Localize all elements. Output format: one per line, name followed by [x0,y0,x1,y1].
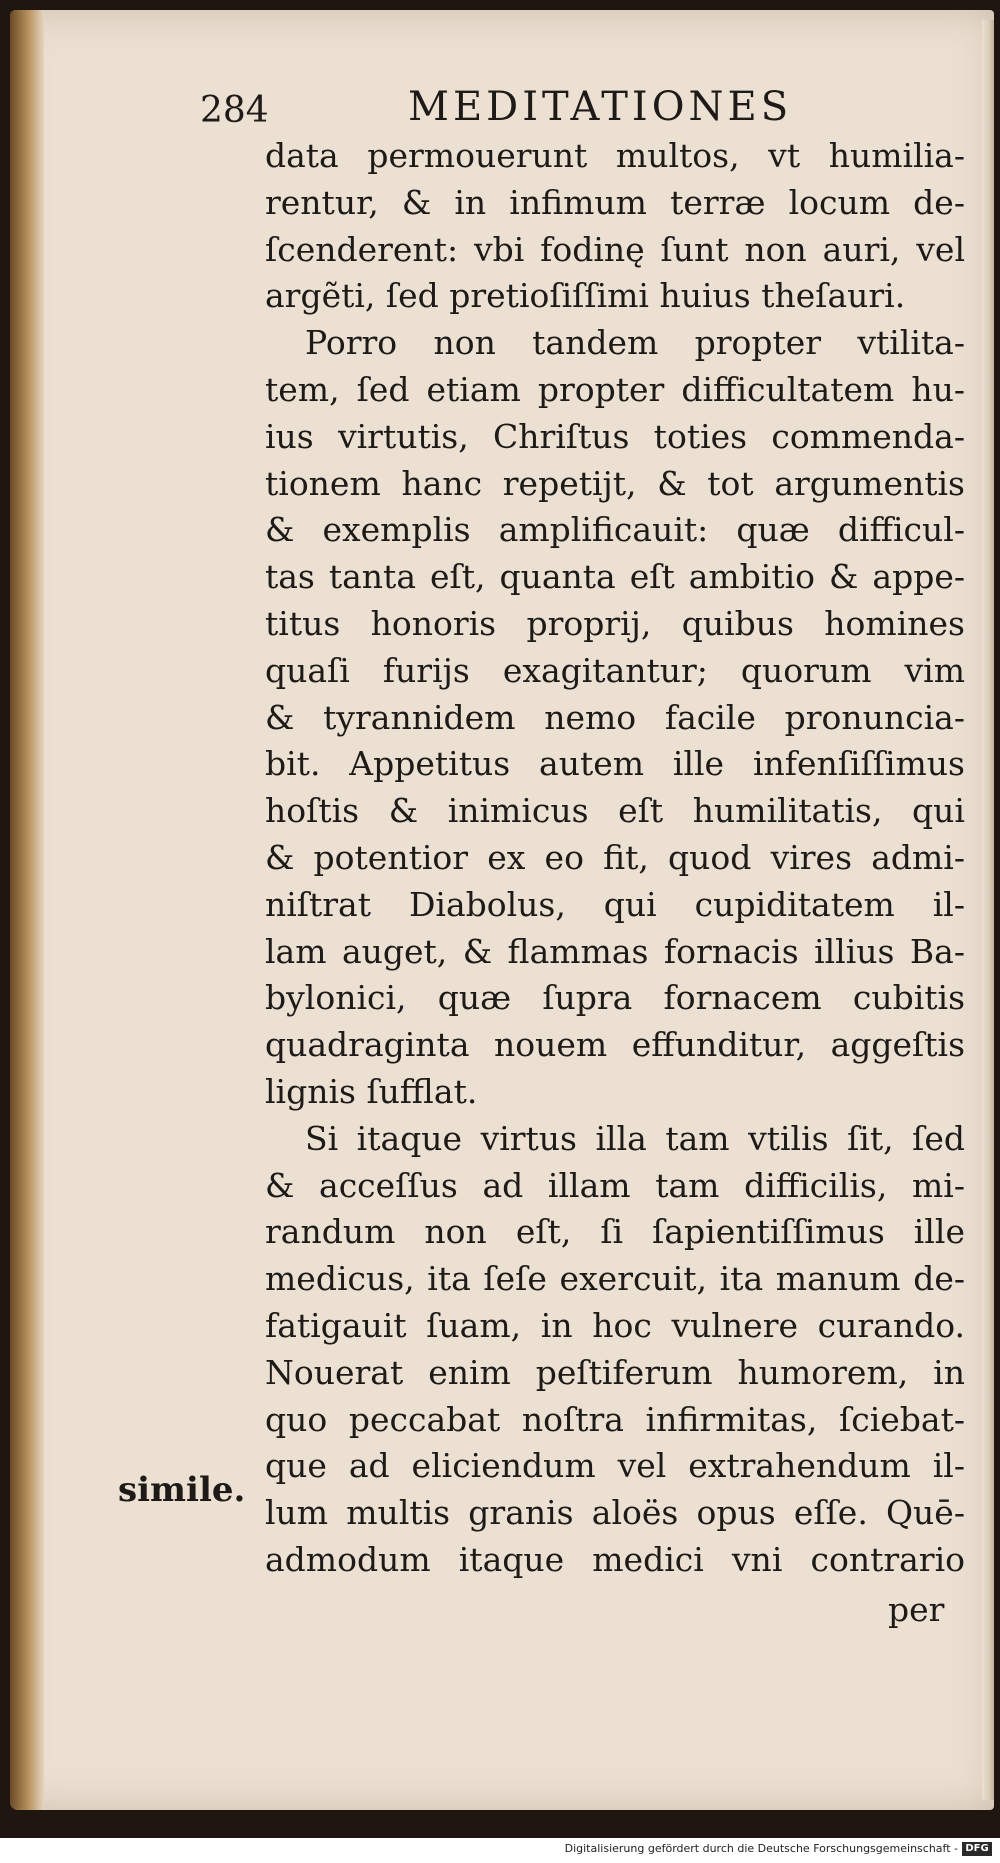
text-line: ius virtutis, Chriſtus toties commenda- [265,416,965,456]
text-line: lam auget, & flammas fornacis illius Ba- [265,931,965,971]
text-line: que ad eliciendum vel extrahendum il- [265,1446,965,1486]
dfg-logo: DFG [962,1842,992,1856]
running-head: MEDITATIONES [408,84,793,130]
text-line: randum non eſt, ſi ſapientiſſimus ille [265,1212,965,1252]
text-line: Porro non tandem propter vtilita- [305,323,965,363]
text-line: bylonici, quæ ſupra fornacem cubitis [265,978,965,1018]
text-line: & exemplis amplificauit: quæ difficul- [265,510,965,550]
text-line: & acceſſus ad illam tam difficilis, mi- [265,1165,965,1205]
text-line: & potentior ex eo fit, quod vires admi- [265,837,965,877]
text-line: & tyrannidem nemo facile pronuncia- [265,697,965,737]
text-line: tionem hanc repetijt, & tot argumentis [265,463,965,503]
text-line: Nouerat enim peſtiferum humorem, in [265,1352,965,1392]
funding-credit: Digitalisierung gefördert durch die Deutsche Forschungsgemeinschaft - [564,1842,958,1855]
page-fore-edge [982,20,994,1800]
body-text [265,133,965,1584]
book-spine-edge [10,10,44,1810]
text-line: medicus, ita ſeſe exercuit, ita manum de- [265,1259,965,1299]
text-line: niſtrat Diabolus, qui cupiditatem il- [265,884,965,924]
text-line: hoſtis & inimicus eſt humilitatis, qui [265,791,965,831]
text-line: rentur, & in infimum terræ locum de- [265,182,965,222]
text-line: lum multis granis aloës opus eſſe. Quē- [265,1493,965,1533]
text-line: lignis ſufflat. [265,1071,478,1111]
text-line: argẽti, ſed pretioſiſſimi huius theſauri. [265,276,906,316]
text-line: fatigauit ſuam, in hoc vulnere curando. [265,1305,965,1345]
text-line: tas tanta eſt, quanta eſt ambitio & appe- [265,557,965,597]
text-line: tem, ſed etiam propter difficultatem hu- [265,369,965,409]
text-line: Si itaque virtus illa tam vtilis ſit, ſed [305,1118,965,1158]
text-line: quadraginta nouem effunditur, aggeſtis [265,1025,965,1065]
text-line: bit. Appetitus autem ille infenſiſſimus [265,744,965,784]
text-line: quo peccabat noſtra infirmitas, ſciebat- [265,1399,965,1439]
page-number: 284 [200,90,269,131]
text-line: quaſi furijs exagitantur; quorum vim [265,650,965,690]
text-line: data permouerunt multos, vt humilia- [265,136,965,175]
text-line: ſcenderent: vbi fodinę ſunt non auri, vel [265,229,965,269]
text-line: titus honoris proprij, quibus homines [265,603,965,643]
catchword: per [888,1590,945,1629]
text-line: admodum itaque medici vni contrario [265,1539,965,1579]
margin-note: simile. [118,1470,246,1510]
